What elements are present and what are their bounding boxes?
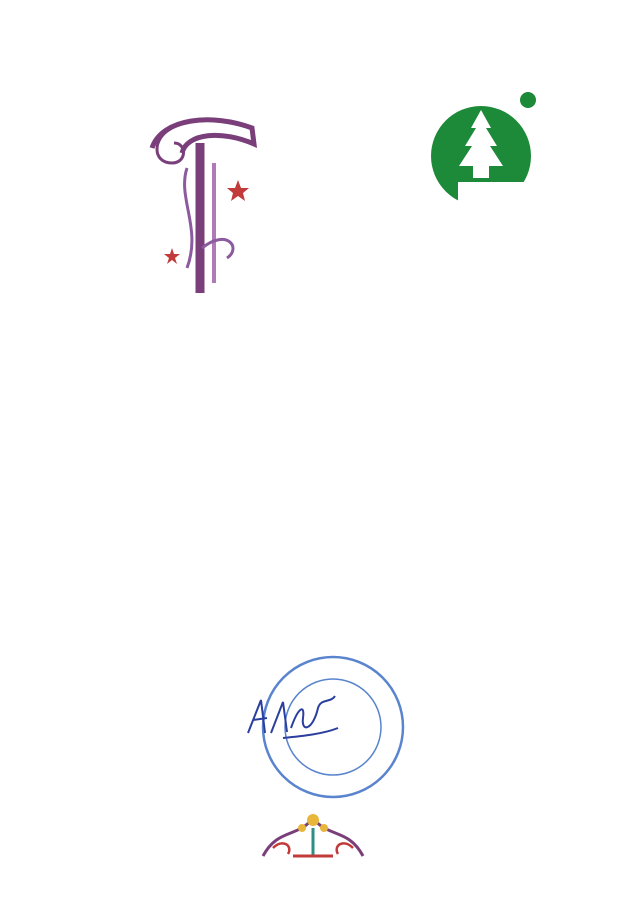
- star-icon: [164, 248, 180, 264]
- bottom-border-ornament: [0, 858, 619, 911]
- ornamental-letter-g-icon: [142, 108, 260, 308]
- handwritten-signature: [243, 688, 343, 748]
- logo-sun-dot: [520, 92, 536, 108]
- right-border-ornament: [569, 0, 619, 911]
- floral-ornament: [258, 808, 368, 860]
- green-planet-logo: [403, 78, 553, 228]
- top-border-ornament: [0, 0, 619, 52]
- star-icon: [227, 180, 249, 201]
- left-border-ornament: [0, 0, 50, 911]
